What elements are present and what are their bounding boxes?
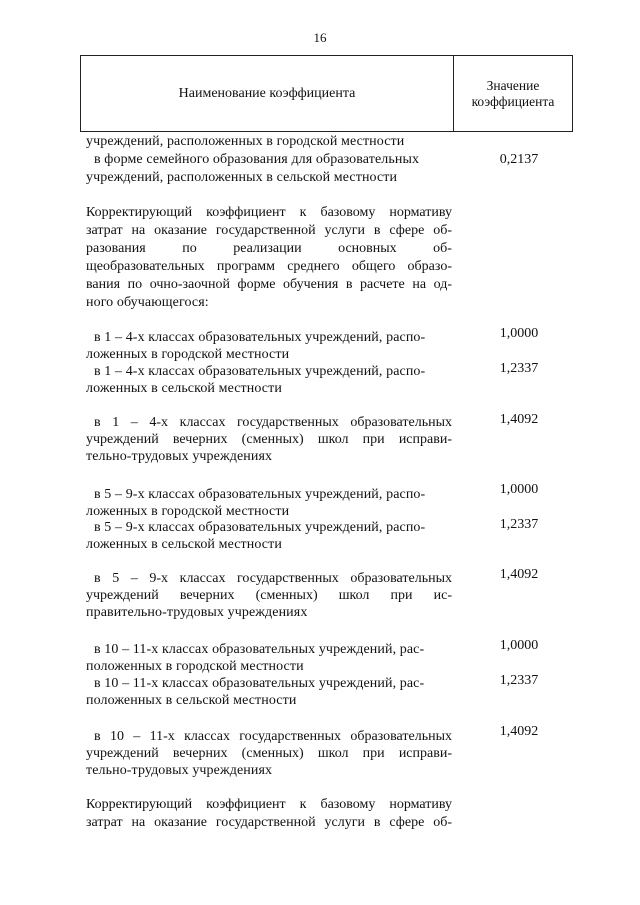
row-text-line <box>86 588 452 604</box>
word: (сменных) <box>255 588 318 603</box>
word: школ <box>338 588 370 603</box>
coefficient-value: 1,4092 <box>499 412 539 427</box>
row-text-line: в 10 – 11-х классах государственных образовательных <box>94 729 452 744</box>
column-header-value <box>454 56 572 131</box>
row-text-line: в 10 – 11-х классах образовательных учреждений, рас- <box>94 676 425 691</box>
word: разования <box>86 241 146 256</box>
row-text-line: тельно-трудовых учреждениях <box>86 763 273 778</box>
word: об- <box>433 241 452 256</box>
row-text-line: ложенных в городской местности <box>86 347 290 362</box>
table-header <box>80 55 573 132</box>
coefficient-value: 1,2337 <box>499 673 539 688</box>
row-text-line: в 1 – 4-х классах образовательных учреждений, распо- <box>94 330 426 345</box>
coefficient-value: 1,4092 <box>499 567 539 582</box>
row-text-line: в 1 – 4-х классах образовательных учреждений, распо- <box>94 364 426 379</box>
word: ис- <box>433 588 452 603</box>
row-text-line: ложенных в сельской местности <box>86 381 282 396</box>
coefficient-value: 1,0000 <box>499 638 539 653</box>
row-text-line: в форме семейного образования для образовательных <box>94 152 420 167</box>
row-text-line: учреждений вечерних (сменных) школ при исправи- <box>86 746 452 761</box>
word: основных <box>338 241 397 256</box>
row-text-line: ложенных в городской местности <box>86 504 290 519</box>
row-text-line: в 5 – 9-х классах образовательных учреждений, распо- <box>94 520 426 535</box>
row-text-line: учреждений, расположенных в городской местности <box>86 134 405 149</box>
row-text-line: в 5 – 9-х классах государственных образовательных <box>94 571 452 586</box>
row-text-line: положенных в сельской местности <box>86 693 297 708</box>
row-text-line: тельно-трудовых учреждениях <box>86 449 273 464</box>
word: по <box>182 241 197 256</box>
section-heading-line <box>86 241 452 257</box>
column-header-name: Наименование коэффициента <box>178 85 356 101</box>
word: вечерних <box>179 588 235 603</box>
row-text-line: в 5 – 9-х классах образовательных учреждений, распо- <box>94 487 426 502</box>
section-heading-line: затрат на оказание государственной услуги в сфере об- <box>86 223 452 238</box>
row-text-line: учреждений, расположенных в сельской местности <box>86 170 398 185</box>
row-text-line: положенных в городской местности <box>86 659 304 674</box>
word: при <box>390 588 413 603</box>
row-text-line: учреждений вечерних (сменных) школ при исправи- <box>86 432 452 447</box>
section-heading-line: затрат на оказание государственной услуги в сфере об- <box>86 815 452 830</box>
coefficient-value: 0,2137 <box>499 152 539 167</box>
coefficient-value: 1,2337 <box>499 361 539 376</box>
row-text-line: правительно-трудовых учреждениях <box>86 605 308 620</box>
section-heading-line: Корректирующий коэффициент к базовому нормативу <box>86 797 452 812</box>
row-text-line: в 1 – 4-х классах государственных образовательных <box>94 415 452 430</box>
section-heading-line: щеобразовательных программ среднего общего образо- <box>86 259 452 274</box>
section-heading-line: ного обучающегося: <box>86 295 209 310</box>
column-header-value-line-2: коэффициента <box>471 93 555 109</box>
row-text-line: ложенных в сельской местности <box>86 537 282 552</box>
section-heading-line: Корректирующий коэффициент к базовому нормативу <box>86 205 452 220</box>
row-text-line: в 10 – 11-х классах образовательных учреждений, рас- <box>94 642 425 657</box>
coefficient-value: 1,0000 <box>499 482 539 497</box>
page-number: 16 <box>313 30 327 45</box>
coefficient-value: 1,4092 <box>499 724 539 739</box>
column-header-value-line-1: Значение <box>486 77 540 93</box>
coefficient-value: 1,0000 <box>499 326 539 341</box>
word: реализации <box>233 241 302 256</box>
section-heading-line: вания по очно-заочной форме обучения в расчете на од- <box>86 277 452 292</box>
word: учреждений <box>86 588 159 603</box>
coefficient-value: 1,2337 <box>499 517 539 532</box>
